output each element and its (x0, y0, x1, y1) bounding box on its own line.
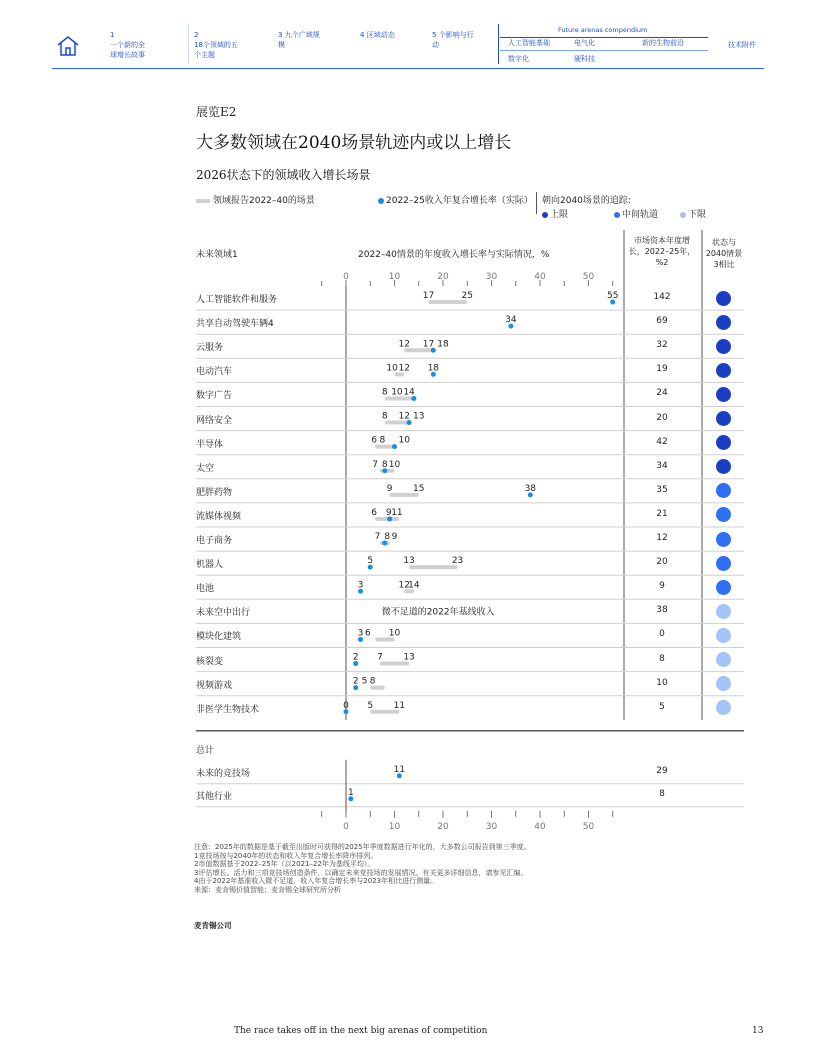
value-label: 10 (388, 628, 401, 639)
status-header: 状态与2040情景3相比 (705, 238, 743, 269)
value-label: 13 (413, 411, 425, 422)
market-cagr-value: 29 (656, 765, 668, 776)
value-label: 55 (607, 291, 619, 302)
compendium-link-ai[interactable]: 人工智能基础 (508, 39, 550, 47)
arena-label: 半导体 (196, 439, 224, 450)
x-tick-label-top: 40 (534, 272, 546, 282)
status-dot-upper (716, 387, 731, 402)
scenario-range-bar (409, 565, 458, 569)
x-tick-label-bottom: 0 (343, 821, 349, 832)
value-label: 8 (381, 459, 388, 470)
totals-heading: 总计 (196, 745, 215, 756)
value-label: 6 (364, 628, 371, 639)
chart-subtitle: 2026状态下的领域收入增长场景 (196, 168, 371, 182)
value-label: 10 (398, 435, 410, 446)
page-footer: The race takes off in the next big arenas of competition (234, 1026, 488, 1036)
value-label: 5 (367, 700, 374, 711)
status-dot-upper (716, 315, 731, 330)
x-tick-label-bottom: 20 (437, 821, 449, 832)
totals-label: 未来的竞技场 (196, 768, 251, 779)
nav-item-number: 5 (432, 31, 437, 39)
brand-name: 麦肯锡公司 (194, 921, 232, 930)
market-cagr-value: 142 (653, 292, 671, 303)
arena-label: 数字广告 (196, 391, 233, 402)
value-label: 25 (461, 291, 473, 302)
compendium-link-bio[interactable]: 新的生物前沿 (642, 39, 684, 47)
x-tick-label-top: 20 (437, 272, 449, 282)
note-line: 1竞技场按与2040年的状态和收入年复合增长率降序排列。 (194, 851, 378, 860)
legend-lower-label: 下限 (688, 210, 707, 220)
value-label: 9 (386, 483, 393, 494)
value-label: 7 (374, 532, 381, 543)
note-line: 3评估增长、活力和三项竞技场创造条件，以确定未来竞技场的发展情况。有关更多详细信息，请参见汇编。 (194, 868, 528, 877)
page-number: 13 (752, 1026, 764, 1036)
status-dot-mid (716, 556, 731, 571)
value-label: 5 (361, 676, 368, 687)
value-label: 13 (403, 652, 415, 663)
market-cagr-value: 9 (659, 581, 665, 592)
arena-label: 电池 (196, 584, 215, 595)
nav-item-label: 个影响与行动 (432, 31, 474, 49)
value-label: 1 (347, 787, 354, 798)
market-cagr-value: 21 (656, 508, 668, 519)
nav-item-number: 2 (194, 31, 199, 39)
market-cagr-value: 20 (656, 412, 668, 423)
value-label: 10 (388, 459, 401, 470)
value-label: 7 (377, 652, 383, 663)
x-tick-label-bottom: 50 (582, 821, 595, 832)
row-note: 微不足道的2022年基线收入 (381, 607, 495, 618)
value-label: 17 (422, 339, 435, 350)
value-label: 2 (352, 652, 359, 663)
value-label: 18 (427, 363, 440, 374)
status-dot-upper (716, 339, 731, 354)
nav-item-number: 3 (278, 31, 283, 39)
value-label: 3 (357, 580, 364, 591)
x-tick-label-bottom: 40 (534, 821, 546, 832)
value-label: 6 (371, 435, 377, 446)
value-label: 12 (398, 363, 410, 374)
value-label: 12 (398, 339, 410, 350)
market-cagr-value: 8 (659, 653, 665, 664)
value-label: 8 (369, 676, 376, 687)
chart-header: 2022–40情景的年度收入增长率与实际情况，% (358, 250, 550, 260)
status-dot-upper (716, 291, 731, 306)
future-arena-header: 未来领域1 (196, 250, 238, 260)
arena-label: 人工智能软件和服务 (196, 295, 278, 306)
value-label: 2 (352, 676, 359, 687)
arena-label: 模块化建筑 (196, 632, 242, 643)
arena-label: 网络安全 (196, 415, 233, 426)
value-label: 18 (437, 339, 449, 350)
nav-item-label: 一个新的全球增长故事 (110, 41, 145, 59)
value-label: 9 (385, 507, 392, 518)
value-label: 11 (393, 700, 406, 711)
value-label: 8 (381, 411, 388, 422)
value-label: 38 (524, 483, 537, 494)
value-label: 11 (393, 764, 406, 775)
note-line: 4由于2022年基准收入微不足道，收入年复合增长率与2023年相比进行测量。 (194, 877, 438, 886)
value-label: 13 (403, 556, 415, 567)
page-title: 大多数领域在2040场景轨迹内或以上增长 (196, 133, 512, 153)
source-line: 来源：麦肯锡价值智能；麦肯锡全球研究所分析 (194, 885, 341, 894)
market-cagr-value: 12 (656, 533, 668, 544)
value-label: 10 (386, 363, 398, 374)
arena-label: 共享自动驾驶车辆4 (196, 319, 274, 330)
compendium-link-hardtech[interactable]: 硬科技 (574, 55, 595, 63)
arena-label: 视频游戏 (196, 680, 233, 691)
totals-label: 其他行业 (196, 791, 233, 802)
compendium-link-digital[interactable]: 数字化 (508, 55, 529, 63)
arena-label: 电动汽车 (196, 367, 233, 378)
nav-item-label: 区域动态 (366, 31, 395, 39)
nav-item-label: 九个广域规模 (278, 31, 320, 49)
market-cagr-value: 42 (656, 436, 668, 447)
value-label: 7 (372, 459, 378, 470)
value-label: 8 (379, 435, 386, 446)
compendium-title: Future arenas compendium (558, 26, 648, 34)
status-dot-mid (716, 532, 731, 547)
market-cagr-value: 38 (656, 605, 668, 616)
market-cagr-value: 20 (656, 557, 668, 568)
arena-label: 未来空中出行 (196, 608, 251, 619)
market-cagr-value: 8 (659, 788, 665, 799)
market-cagr-value: 35 (656, 484, 668, 495)
x-tick-label-top: 30 (485, 272, 498, 282)
arena-label: 核裂变 (196, 656, 224, 667)
arena-label: 肥胖药物 (196, 487, 233, 498)
x-tick-label-bottom: 10 (388, 821, 401, 832)
value-label: 6 (371, 507, 377, 518)
value-label: 0 (343, 700, 349, 711)
value-label: 8 (381, 387, 388, 398)
arena-label: 云服务 (196, 343, 224, 354)
status-dot-lower (716, 604, 731, 619)
status-dot-lower (716, 628, 731, 643)
value-label: 3 (357, 628, 364, 639)
value-label: 17 (422, 291, 435, 302)
value-label: 23 (451, 556, 464, 567)
market-cagr-value: 69 (656, 316, 668, 327)
status-dot-mid (716, 580, 731, 595)
market-cagr-value: 32 (656, 340, 668, 351)
tech-appendix-link[interactable]: 技术附件 (728, 41, 756, 49)
market-cagr-value: 34 (656, 460, 668, 471)
legend-cagr-label: 2022–25收入年复合增长率（实际） (386, 196, 533, 206)
arena-label: 流媒体视频 (196, 511, 242, 522)
value-label: 5 (367, 556, 374, 567)
status-dot-upper (716, 411, 731, 426)
compendium-link-electrification[interactable]: 电气化 (574, 39, 595, 47)
value-label: 10 (391, 387, 403, 398)
x-tick-label-top: 50 (582, 272, 595, 282)
status-dot-upper (716, 363, 731, 378)
value-label: 14 (408, 580, 420, 591)
value-label: 11 (391, 507, 403, 518)
legend-range-label: 领域报告2022–40的场景 (213, 196, 315, 206)
market-cagr-header: 市场资本年度增长，2022–25年，%2 (628, 236, 696, 267)
market-cagr-value: 5 (659, 701, 665, 712)
exhibit-label: 展览E2 (196, 105, 237, 119)
arena-label: 非医学生物技术 (196, 704, 260, 715)
value-label: 9 (391, 532, 398, 543)
value-label: 14 (403, 387, 415, 398)
legend-tracking-label: 朝向2040场景的追踪: (542, 196, 631, 206)
market-cagr-value: 10 (656, 677, 668, 688)
value-label: 15 (413, 483, 425, 494)
value-label: 12 (398, 580, 410, 591)
market-cagr-value: 19 (656, 364, 668, 375)
market-cagr-value: 24 (656, 388, 668, 399)
arena-label: 太空 (196, 463, 215, 474)
note-line: 2市值数据基于2022–25年（以2021–22年为基线平均）。 (194, 860, 375, 869)
nav-item-number: 1 (110, 31, 115, 39)
arena-label: 机器人 (196, 560, 224, 571)
nav-item-label: 18个领域的五个主题 (194, 41, 238, 59)
x-tick-label-top: 0 (343, 272, 349, 282)
x-tick-label-top: 10 (388, 272, 401, 282)
x-tick-label-bottom: 30 (485, 821, 498, 832)
actual-cagr-dot (392, 444, 397, 449)
status-dot-lower (716, 652, 731, 667)
value-label: 34 (505, 315, 517, 326)
legend-mid-label: 中间轨道 (622, 210, 659, 220)
legend-upper-label: 上限 (550, 210, 569, 220)
note-line: 注意：2025年的数据是基于截至出版时可获得的2025年季度数据进行年化的，大多数公司报告到第三季度。 (194, 843, 531, 851)
value-label: 8 (384, 532, 391, 543)
footnotes (194, 843, 754, 895)
value-label: 12 (398, 411, 410, 422)
nav-item-number: 4 (360, 31, 365, 39)
market-cagr-value: 0 (659, 629, 665, 640)
arena-label: 电子商务 (196, 536, 233, 547)
